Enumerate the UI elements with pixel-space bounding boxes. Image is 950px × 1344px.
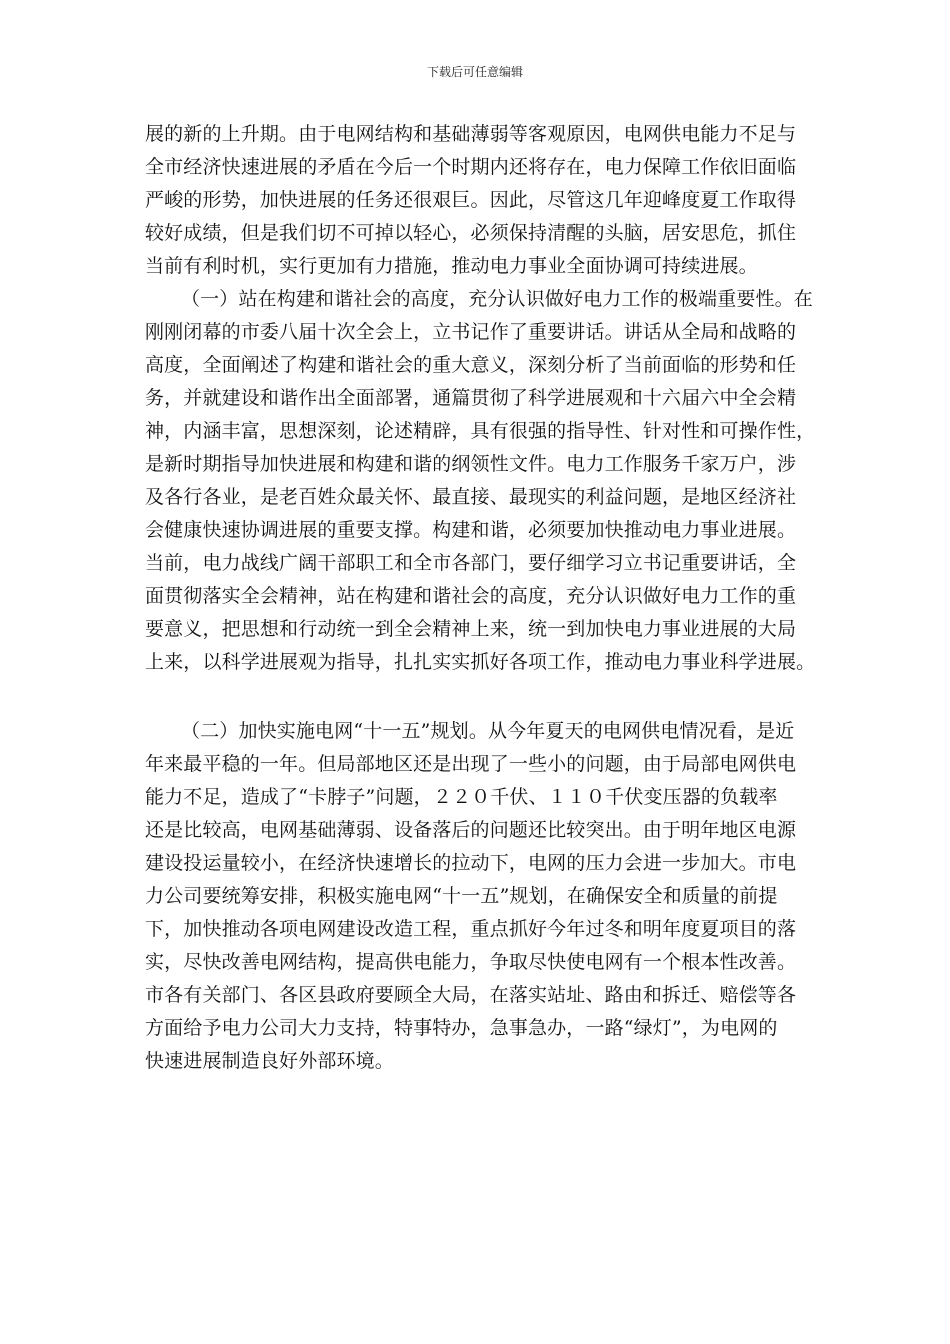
text-line: 力公司要统筹安排，积极实施电网“十一五”规划，在确保安全和质量的前提 xyxy=(145,885,778,907)
text-line: 展的新的上升期。由于电网结构和基础薄弱等客观原因，电网供电能力不足与 xyxy=(145,123,797,145)
text-line: 神，内涵丰富，思想深刻，论述精辟，具有很强的指导性、针对性和可操作性， xyxy=(145,420,816,442)
document-body xyxy=(145,118,823,1078)
text-line: 务，并就建设和谐作出全面部署，通篇贯彻了科学进展观和十六届六中全会精 xyxy=(145,387,797,409)
paragraph-spacer xyxy=(145,679,823,715)
text-line: 刚刚闭幕的市委八届十次全会上，立书记作了重要讲话。讲话从全局和战略的 xyxy=(145,321,797,343)
text-line: 下，加快推动各项电网建设改造工程，重点抓好今年过冬和明年度夏项目的落 xyxy=(145,918,797,940)
text-line: 是新时期指导加快进展和构建和谐的纲领性文件。电力工作服务千家万户，涉 xyxy=(145,453,797,475)
text-line: 快速进展制造良好外部环境。 xyxy=(145,1050,394,1072)
paragraph-section-2 xyxy=(145,715,823,1078)
text-line: 年来最平稳的一年。但局部地区还是出现了一些小的问题，由于局部电网供电 xyxy=(145,753,797,775)
text-line: 面贯彻落实全会精神，站在构建和谐社会的高度，充分认识做好电力工作的重 xyxy=(145,585,797,607)
text-line: 全市经济快速进展的矛盾在今后一个时期内还将存在，电力保障工作依旧面临 xyxy=(145,156,797,178)
text-line: （二）加快实施电网“十一五”规划。从今年夏天的电网供电情况看，是近 xyxy=(181,720,795,742)
text-line: 市各有关部门、各区县政府要顾全大局，在落实站址、路由和拆迁、赔偿等各 xyxy=(145,984,797,1006)
text-line: 较好成绩，但是我们切不可掉以轻心，必须保持清醒的头脑，居安思危，抓住 xyxy=(145,222,797,244)
text-line: 当前，电力战线广阔干部职工和全市各部门，要仔细学习立书记重要讲话，全 xyxy=(145,552,797,574)
text-line: （一）站在构建和谐社会的高度，充分认识做好电力工作的极端重要性。在 xyxy=(181,288,813,310)
text-line: 及各行各业，是老百姓众最关怀、最直接、最现实的利益问题，是地区经济社 xyxy=(145,486,797,508)
text-line: 方面给予电力公司大力支持，特事特办，急事急办，一路“绿灯”，为电网的 xyxy=(145,1017,778,1039)
paragraph-section-1 xyxy=(145,283,823,679)
paragraph-continuation xyxy=(145,118,823,283)
text-line: 要意义，把思想和行动统一到全会精神上来，统一到加快电力事业进展的大局 xyxy=(145,618,797,640)
text-line: 上来，以科学进展观为指导，扎扎实实抓好各项工作，推动电力事业科学进展。 xyxy=(145,651,816,673)
text-line: 会健康快速协调进展的重要支撑。构建和谐，必须要加快推动电力事业进展。 xyxy=(145,519,797,541)
text-line: 实，尽快改善电网结构，提高供电能力，争取尽快使电网有一个根本性改善。 xyxy=(145,951,797,973)
text-line: 还是比较高，电网基础薄弱、设备落后的问题还比较突出。由于明年地区电源 xyxy=(145,819,797,841)
text-line: 当前有利时机，实行更加有力措施，推动电力事业全面协调可持续进展。 xyxy=(145,255,758,277)
text-line: 建设投运量较小，在经济快速增长的拉动下，电网的压力会进一步加大。市电 xyxy=(145,852,797,874)
page-header: 下载后可任意编辑 xyxy=(426,65,523,79)
text-line: 严峻的形势，加快进展的任务还很艰巨。因此，尽管这几年迎峰度夏工作取得 xyxy=(145,189,797,211)
text-line: 能力不足，造成了“卡脖子”问题，２２０千伏、１１０千伏变压器的负载率 xyxy=(145,786,778,808)
text-line: 高度，全面阐述了构建和谐社会的重大意义，深刻分析了当前面临的形势和任 xyxy=(145,354,797,376)
